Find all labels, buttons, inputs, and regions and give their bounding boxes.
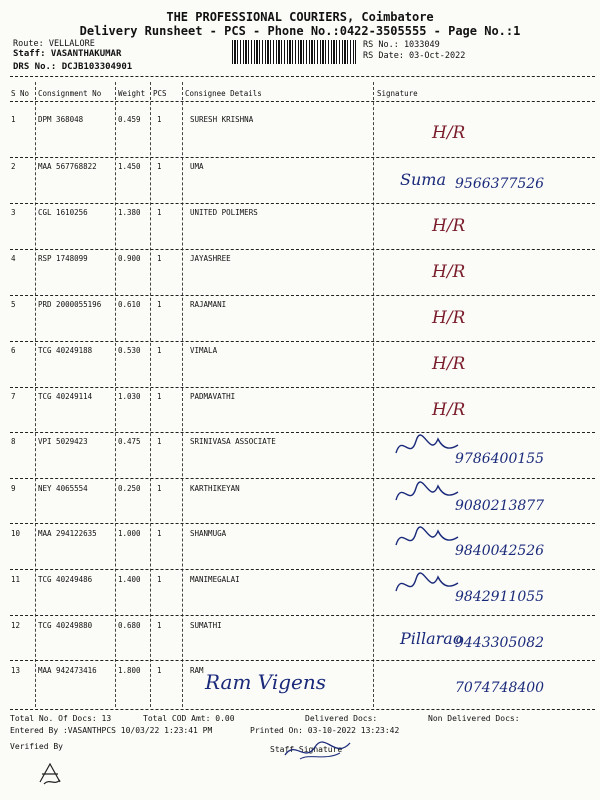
row-consignment-no: RSP 1748099 [38, 254, 88, 263]
row-consignee: SUMATHI [190, 621, 222, 630]
row-weight: 1.380 [118, 208, 141, 217]
row-serial: 7 [11, 392, 16, 401]
divider-top [10, 76, 595, 77]
row-weight: 1.000 [118, 529, 141, 538]
row-consignee: SRINIVASA ASSOCIATE [190, 437, 276, 446]
route-label: Route: VELLALORE [13, 39, 95, 49]
rs-date: RS Date: 03-Oct-2022 [363, 51, 466, 61]
col-divider [115, 82, 116, 707]
row-weight: 1.450 [118, 162, 141, 171]
row-signature-scribble [392, 431, 462, 463]
row-consignment-no: VPI 5029423 [38, 437, 88, 446]
row-weight: 0.459 [118, 115, 141, 124]
row-consignment-no: CGL 1610256 [38, 208, 88, 217]
row-consignment-no: PRD 2000055196 [38, 300, 102, 309]
row-divider [10, 157, 595, 158]
row-phone: 7074748400 [455, 680, 545, 696]
rs-number: RS No.: 1033049 [363, 40, 440, 50]
row-consignee: VIMALA [190, 346, 218, 355]
row-consignment-no: TCG 40249880 [38, 621, 93, 630]
non-delivered-docs: Non Delivered Docs: [428, 714, 520, 723]
row-pcs: 1 [157, 115, 162, 124]
row-serial: 6 [11, 346, 16, 355]
staff-signature-label: Staff Signature [270, 745, 343, 754]
row-consignee: UMA [190, 162, 204, 171]
row-pcs: 1 [157, 208, 162, 217]
row-divider [10, 432, 595, 433]
row-consignee: RAM [190, 666, 204, 675]
runsheet-subtitle: Delivery Runsheet - PCS - Phone No.:0422-3505555 - Page No.:1 [79, 24, 521, 38]
row-pcs: 1 [157, 621, 162, 630]
row-signature-scribble [392, 478, 462, 510]
row-pcs: 1 [157, 666, 162, 675]
row-serial: 11 [11, 575, 21, 584]
row-serial: 13 [11, 666, 21, 675]
row-divider [10, 341, 595, 342]
row-signature: H/R [432, 216, 466, 236]
col-consignment: Consignment No [38, 89, 102, 98]
row-phone: 9840042526 [455, 543, 545, 559]
col-divider [35, 82, 36, 707]
drs-number: DRS No.: DCJB103304901 [13, 62, 133, 72]
col-sno: S No [11, 89, 30, 98]
row-weight: 0.250 [118, 484, 141, 493]
row-pcs: 1 [157, 484, 162, 493]
row-consignment-no: MAA 942473416 [38, 666, 97, 675]
row-divider [10, 523, 595, 524]
row-signature: Pillarao [400, 629, 463, 648]
row-consignment-no: TCG 40249486 [38, 575, 93, 584]
row-consignment-no: MAA 567768822 [38, 162, 97, 171]
row-consignee: RAJAMANI [190, 300, 227, 309]
row-signature-scribble [392, 523, 462, 555]
row-consignee: SHANMUGA [190, 529, 227, 538]
col-divider [373, 82, 374, 707]
staff-signature-scribble [280, 735, 360, 765]
row-signature: Suma [400, 170, 446, 189]
row-serial: 12 [11, 621, 21, 630]
total-cod: Total COD Amt: 0.00 [143, 714, 235, 723]
row-divider [10, 660, 595, 661]
row-serial: 9 [11, 484, 16, 493]
col-signature: Signature [377, 89, 418, 98]
row-consignment-no: DPM 368048 [38, 115, 84, 124]
col-divider [150, 82, 151, 707]
row-pcs: 1 [157, 392, 162, 401]
row-consignee: PADMAVATHI [190, 392, 236, 401]
row-pcs: 1 [157, 575, 162, 584]
row-consignee: SURESH KRISHNA [190, 115, 254, 124]
row-serial: 1 [11, 115, 16, 124]
row-consignee: JAYASHREE [190, 254, 231, 263]
row-consignment-no: TCG 40249188 [38, 346, 93, 355]
row-pcs: 1 [157, 346, 162, 355]
row-signature: H/R [432, 400, 466, 420]
row-divider [10, 249, 595, 250]
row-weight: 0.530 [118, 346, 141, 355]
row-weight: 0.475 [118, 437, 141, 446]
col-pcs: PCS [153, 89, 167, 98]
row-signature: H/R [432, 262, 466, 282]
staff-label: Staff: VASANTHAKUMAR [13, 49, 122, 59]
row-serial: 8 [11, 437, 16, 446]
row-serial: 3 [11, 208, 16, 217]
row-weight: 0.680 [118, 621, 141, 630]
row-signature-scribble [392, 569, 462, 601]
printed-on: Printed On: 03-10-2022 13:23:42 [250, 726, 400, 735]
col-consignee: Consignee Details [185, 89, 262, 98]
row-divider [10, 387, 595, 388]
row-consignee: KARTHIKEYAN [190, 484, 240, 493]
row-phone: 9842911055 [455, 589, 545, 605]
row-signature: H/R [432, 308, 466, 328]
row-pcs: 1 [157, 254, 162, 263]
row-divider [10, 203, 595, 204]
row-phone: 9566377526 [455, 176, 545, 192]
row-divider [10, 295, 595, 296]
entered-by: Entered By :VASANTHPCS 10/03/22 1:23:41 PM [10, 726, 213, 735]
divider-header [10, 101, 595, 102]
row-consignment-no: MAA 294122635 [38, 529, 97, 538]
row-pcs: 1 [157, 162, 162, 171]
row-serial: 2 [11, 162, 16, 171]
total-docs: Total No. Of Docs: 13 [10, 714, 112, 723]
delivered-docs: Delivered Docs: [305, 714, 378, 723]
row-divider [10, 615, 595, 616]
row-consignment-no: NEY 4065554 [38, 484, 88, 493]
row-signature: H/R [432, 354, 466, 374]
row-pcs: 1 [157, 300, 162, 309]
barcode [232, 40, 356, 64]
row-pcs: 1 [157, 529, 162, 538]
row-divider [10, 478, 595, 479]
row-weight: 0.900 [118, 254, 141, 263]
company-title: THE PROFESSIONAL COURIERS, Coimbatore [166, 10, 434, 24]
row-serial: 5 [11, 300, 16, 309]
verified-by: Verified By [10, 742, 63, 751]
row-consignment-no: TCG 40249114 [38, 392, 93, 401]
row-signature: Ram Vigens [205, 670, 327, 694]
row-divider [10, 569, 595, 570]
row-pcs: 1 [157, 437, 162, 446]
row-consignee: MANIMEGALAI [190, 575, 240, 584]
row-phone: 9080213877 [455, 498, 545, 514]
col-weight: Weight [118, 89, 146, 98]
row-signature: H/R [432, 123, 466, 143]
row-serial: 10 [11, 529, 21, 538]
row-phone: 9443305082 [455, 635, 545, 651]
row-serial: 4 [11, 254, 16, 263]
divider-bottom [10, 709, 595, 710]
col-divider [182, 82, 183, 707]
row-weight: 1.030 [118, 392, 141, 401]
row-weight: 1.400 [118, 575, 141, 584]
row-phone: 9786400155 [455, 451, 545, 467]
row-consignee: UNITED POLIMERS [190, 208, 258, 217]
verifier-mark [36, 760, 64, 788]
row-weight: 1.800 [118, 666, 141, 675]
row-weight: 0.610 [118, 300, 141, 309]
